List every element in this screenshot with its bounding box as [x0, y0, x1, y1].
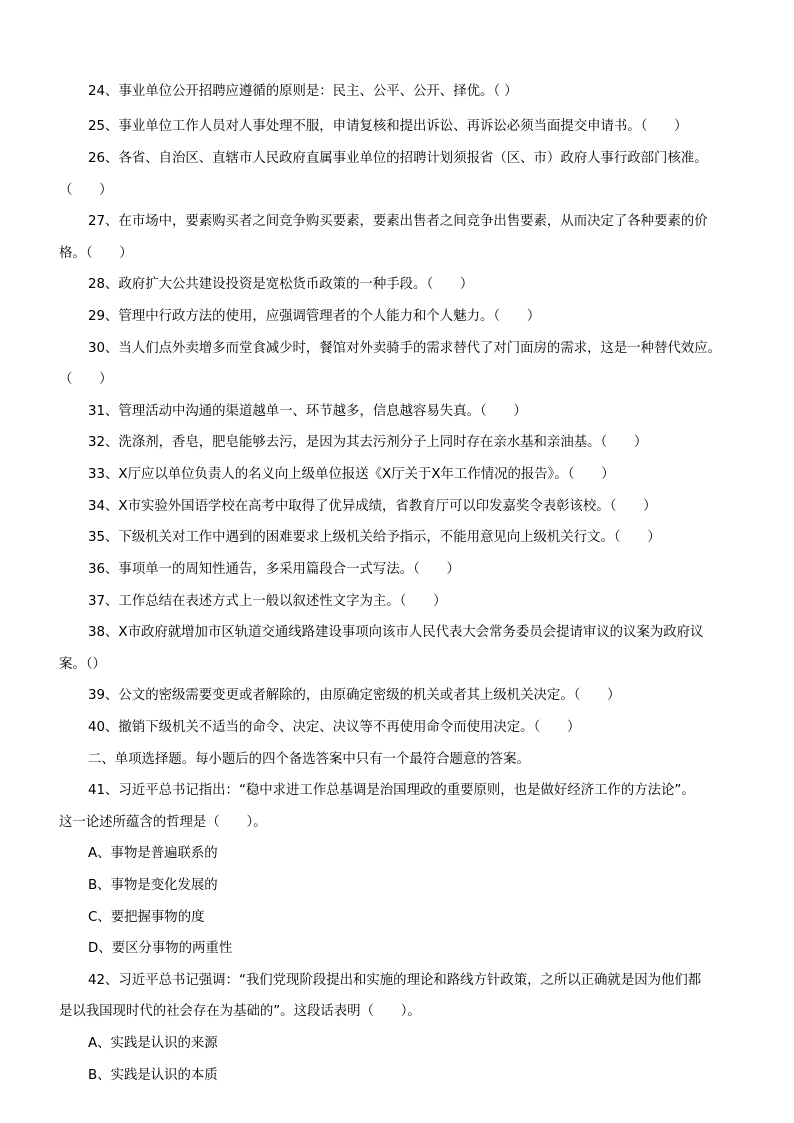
question-29: 29、管理中行政方法的使用，应强调管理者的个人能力和个人魅力。（ ） [88, 309, 541, 324]
question-37: 37、工作总结在表述方式上一般以叙述性文字为主。（ ） [88, 594, 447, 609]
question-39: 39、公文的密级需要变更或者解除的，由原确定密级的机关或者其上级机关决定。（ ） [88, 688, 621, 703]
question-32: 32、洗涤剂，香皂，肥皂能够去污，是因为其去污剂分子上同时存在亲水基和亲油基。（ ） [88, 435, 648, 450]
question-27-continuation: 格。（ ） [59, 246, 133, 261]
question-40: 40、撤销下级机关不适当的命令、决定、决议等不再使用命令而使用决定。（ ） [88, 720, 581, 735]
question-26-continuation: （ ） [59, 183, 113, 198]
question-25: 25、事业单位工作人员对人事处理不服，申请复核和提出诉讼、再诉讼必须当面提交申请书。（ ） [88, 119, 688, 134]
question-33: 33、X厅应以单位负责人的名义向上级单位报送《X厅关于X年工作情况的报告》。（ ） [88, 467, 615, 482]
question-31: 31、管理活动中沟通的渠道越单一、环节越多，信息越容易失真。（ ） [88, 404, 527, 419]
question-30: 30、当人们点外卖增多而堂食减少时，餐馆对外卖骑手的需求替代了对门面房的需求，这是一种替代效应。 [88, 341, 722, 356]
question-41-option-d: D、要区分事物的两重性 [88, 941, 233, 956]
question-41-option-c: C、要把握事物的度 [88, 910, 205, 925]
question-30-continuation: （ ） [59, 372, 113, 387]
question-41-option-a: A、事物是普遍联系的 [88, 846, 218, 861]
question-41: 41、习近平总书记指出：“稳中求进工作总基调是治国理政的重要原则，也是做好经济工作的方法论”。 [88, 783, 695, 798]
question-42: 42、习近平总书记强调：“我们党现阶段提出和实施的理论和路线方针政策，之所以正确就是因为他们都 [88, 973, 702, 988]
question-42-continuation: 是以我国现时代的社会存在为基础的”。这段话表明（ ）。 [59, 1004, 421, 1019]
section-heading-single-choice: 二、单项选择题。每小题后的四个备选答案中只有一个最符合题意的答案。 [88, 752, 530, 767]
question-27: 27、在市场中，要素购买者之间竞争购买要素，要素出售者之间竞争出售要素，从而决定了各种要素的价 [88, 214, 708, 229]
question-41-option-b: B、事物是变化发展的 [88, 878, 218, 893]
question-28: 28、政府扩大公共建设投资是宽松货币政策的一种手段。（ ） [88, 277, 474, 292]
question-38-continuation: 案。（） [59, 657, 106, 672]
question-34: 34、X市实验外国语学校在高考中取得了优异成绩，省教育厅可以印发嘉奖令表彰该校。（ ） [88, 499, 657, 514]
question-24: 24、事业单位公开招聘应遵循的原则是：民主、公平、公开、择优。（ ） [88, 84, 518, 99]
question-36: 36、事项单一的周知性通告，多采用篇段合一式写法。（ ） [88, 562, 460, 577]
question-35: 35、下级机关对工作中遇到的困难要求上级机关给予指示，不能用意见向上级机关行文。（ ） [88, 530, 661, 545]
question-38: 38、X市政府就增加市区轨道交通线路建设事项向该市人民代表大会常务委员会提请审议的议案为政府议 [88, 625, 704, 640]
question-26: 26、各省、自治区、直辖市人民政府直属事业单位的招聘计划须报省（区、市）政府人事行政部门核准。 [88, 151, 708, 166]
question-42-option-a: A、实践是认识的来源 [88, 1036, 218, 1051]
question-42-option-b: B、实践是认识的本质 [88, 1068, 218, 1083]
question-41-continuation: 这一论述所蕴含的哲理是（ ）。 [59, 815, 267, 830]
